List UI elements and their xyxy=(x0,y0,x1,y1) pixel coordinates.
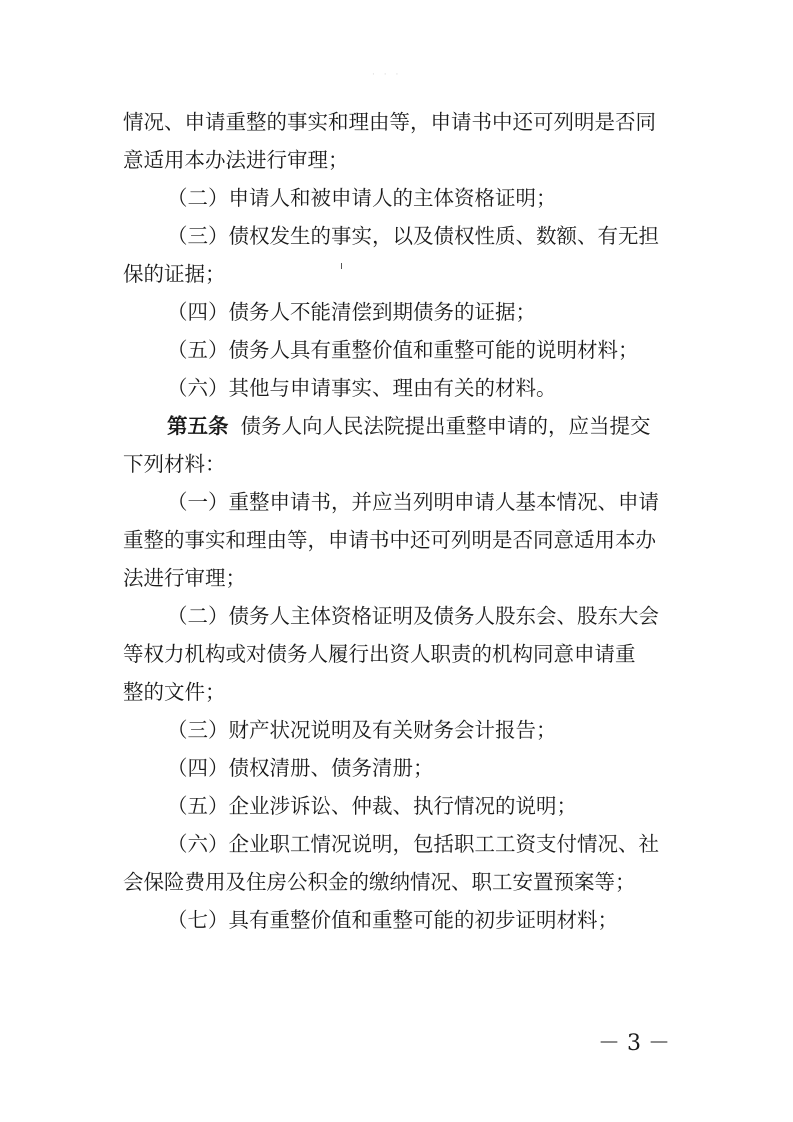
list-item: （七）具有重整价值和重整可能的初步证明材料； xyxy=(167,908,618,932)
paragraph-line: 保的证据； xyxy=(123,262,226,286)
paragraph-line: 等权力机构或对债务人履行出资人职责的机构同意申请重 xyxy=(123,642,636,666)
list-item: （六）其他与申请事实、理由有关的材料。 xyxy=(167,376,557,400)
faint-header-mark: · · · xyxy=(372,70,402,80)
paragraph-line: 下列材料： xyxy=(123,452,226,476)
page-number: － 3 － xyxy=(598,1031,670,1056)
list-item: （六）企业职工情况说明，包括职工工资支付情况、社 xyxy=(167,832,659,856)
body-text xyxy=(123,103,683,939)
list-item: （二）申请人和被申请人的主体资格证明； xyxy=(167,186,557,210)
list-item: （四）债权清册、债务清册； xyxy=(167,756,434,780)
paragraph-line: 重整的事实和理由等，申请书中还可列明是否同意适用本办 xyxy=(123,528,656,552)
article-heading-line xyxy=(123,407,683,445)
paragraph-line: 会保险费用及住房公积金的缴纳情况、职工安置预案等； xyxy=(123,870,636,894)
list-item: （三）债权发生的事实，以及债权性质、数额、有无担 xyxy=(167,224,659,248)
list-item: （五）企业涉诉讼、仲裁、执行情况的说明； xyxy=(167,794,577,818)
paragraph-line: 法进行审理； xyxy=(123,566,246,590)
list-item: （二）债务人主体资格证明及债务人股东会、股东大会 xyxy=(167,604,659,628)
list-item: （四）债务人不能清偿到期债务的证据； xyxy=(167,300,536,324)
list-item: （三）财产状况说明及有关财务会计报告； xyxy=(167,718,557,742)
paragraph-line: 意适用本办法进行审理； xyxy=(123,148,349,172)
article-text: 债务人向人民法院提出重整申请的，应当提交 xyxy=(240,414,651,438)
paragraph-line: 整的文件； xyxy=(123,680,226,704)
paragraph-line: 情况、申请重整的事实和理由等，申请书中还可列明是否同 xyxy=(123,110,656,134)
list-item: （一）重整申请书，并应当列明申请人基本情况、申请 xyxy=(167,490,659,514)
list-item: （五）债务人具有重整价值和重整可能的说明材料； xyxy=(167,338,639,362)
article-label: 第五条 xyxy=(167,414,229,438)
